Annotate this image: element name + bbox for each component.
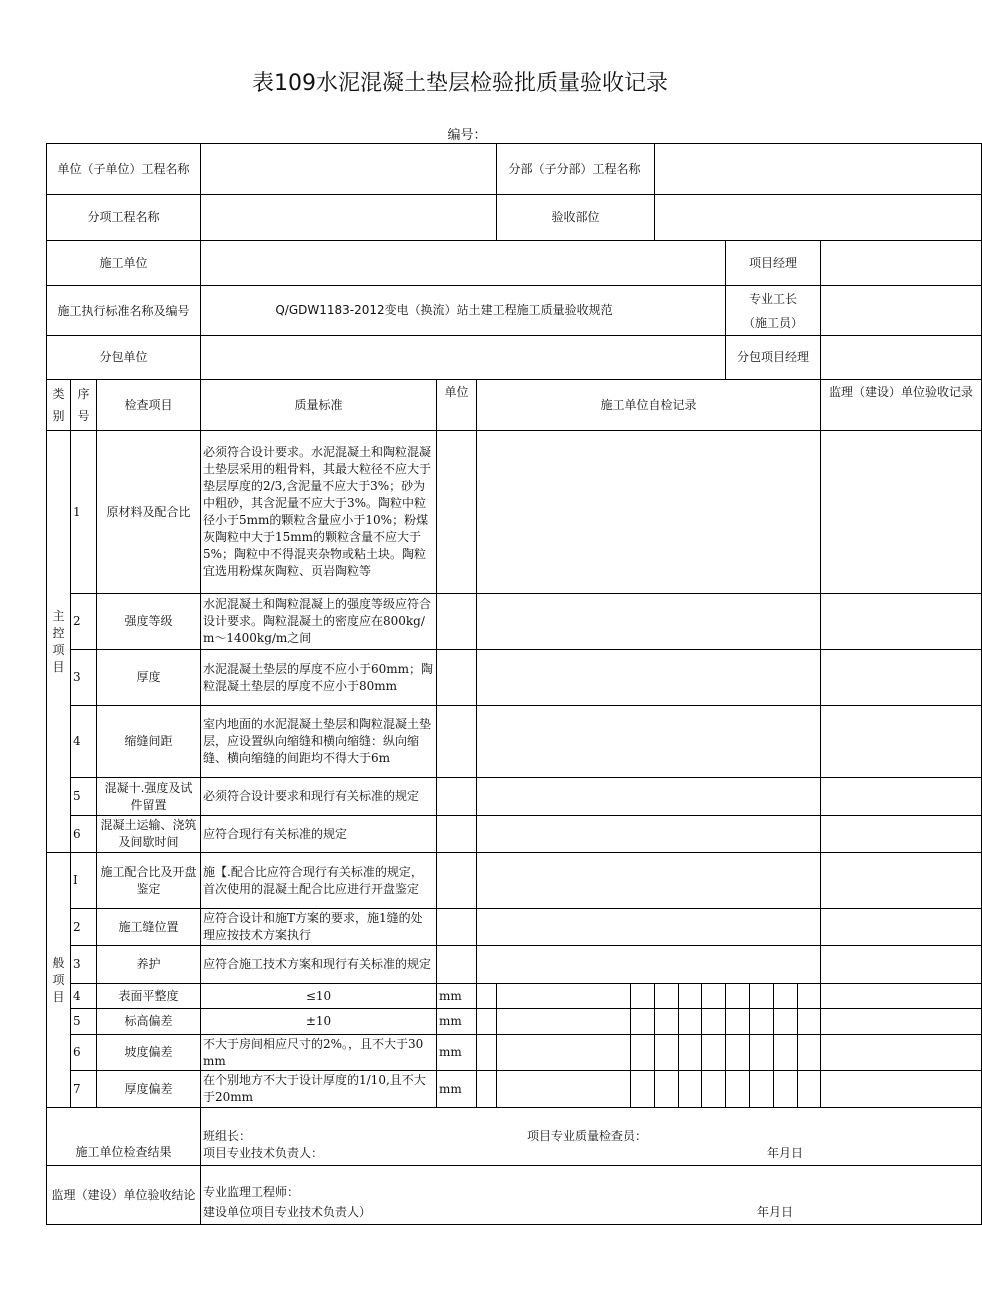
row-supervision[interactable]: [821, 816, 982, 853]
row-unit: [437, 431, 477, 594]
row-supervision[interactable]: [821, 1035, 982, 1071]
tech-lead-label: 项目专业技术负责人：: [203, 1146, 324, 1160]
row-supervision[interactable]: [821, 431, 982, 594]
quality-inspector-label: 项目专业质量检查员：: [527, 1129, 648, 1143]
measure-cell[interactable]: [702, 1071, 726, 1108]
subitem-value[interactable]: [201, 195, 497, 241]
row-self-check[interactable]: [477, 706, 821, 778]
row-seq: I: [71, 853, 97, 909]
row-unit: [437, 816, 477, 853]
row-unit: mm: [437, 1035, 477, 1071]
row-seq: 1: [71, 431, 97, 594]
measure-cell[interactable]: [726, 1009, 750, 1035]
team-leader-label: 班组长：: [203, 1129, 252, 1143]
measure-cell[interactable]: [750, 1035, 774, 1071]
row-supervision[interactable]: [821, 853, 982, 909]
row-self-check[interactable]: [477, 946, 821, 984]
row-item: 坡度偏差: [97, 1035, 201, 1071]
row-self-check[interactable]: [477, 594, 821, 650]
measure-cell[interactable]: [631, 1009, 655, 1035]
unit-project-value[interactable]: [201, 144, 497, 195]
table-row: [47, 816, 982, 853]
supervision-engineer-label: 专业监理工程师：: [203, 1185, 300, 1199]
supervision-date-label: 年月日: [757, 1205, 794, 1219]
unit-project-label: 单位（子单位）工程名称: [47, 144, 201, 195]
measure-cell[interactable]: [798, 1009, 821, 1035]
table-row: [47, 778, 982, 816]
standard-value: Q/GDW1183-2012变电（换流）站土建工程施工质量验收规范: [201, 286, 726, 336]
row-supervision[interactable]: [821, 594, 982, 650]
table-row: [47, 909, 982, 946]
row-standard: 应符合施工技术方案和现行有关标准的规定: [201, 946, 437, 984]
row-unit: mm: [437, 1071, 477, 1108]
row-self-check[interactable]: [477, 853, 821, 909]
measure-cell[interactable]: [726, 984, 750, 1009]
col-category: 类别: [47, 380, 71, 431]
col-seq: 序号: [71, 380, 97, 431]
row-item: 混凝土运输、浇筑及间歇时间: [97, 816, 201, 853]
row-item: 施工缝位置: [97, 909, 201, 946]
table-row: [47, 650, 982, 706]
row-item: 厚度偏差: [97, 1071, 201, 1108]
row-seq: 6: [71, 1035, 97, 1071]
measure-cell[interactable]: [702, 1009, 726, 1035]
row-supervision[interactable]: [821, 984, 982, 1009]
table-row: [47, 853, 982, 909]
subcontractor-value[interactable]: [201, 336, 726, 380]
main-group-label: 主控项目: [47, 431, 71, 853]
row-item: 施工配合比及开盘鉴定: [97, 853, 201, 909]
row-supervision[interactable]: [821, 909, 982, 946]
row-self-check[interactable]: [477, 909, 821, 946]
row-standard: 必须符合设计要求和现行有关标准的规定: [201, 778, 437, 816]
measure-cell[interactable]: [497, 1071, 631, 1108]
row-seq: 6: [71, 816, 97, 853]
foreman-label: 专业工长（施工员）: [726, 286, 821, 336]
col-supervision: 监理（建设）单位验收记录: [821, 380, 982, 431]
row-standard: 施【.配合比应符合现行有关标准的规定，首次使用的混凝土配合比应进行开盘鉴定: [201, 853, 437, 909]
row-unit: [437, 946, 477, 984]
document-title: 表109水泥混凝土垫层检验批质量验收记录: [252, 71, 668, 96]
row-seq: 2: [71, 594, 97, 650]
row-seq: 2: [71, 909, 97, 946]
inspection-record-table: [46, 143, 982, 1225]
row-seq: 5: [71, 1009, 97, 1035]
table-row: [47, 1071, 982, 1108]
measure-cell[interactable]: [798, 984, 821, 1009]
measure-cell[interactable]: [679, 1071, 702, 1108]
acceptance-part-value[interactable]: [655, 195, 982, 241]
owner-tech-lead-label: 建设单位项目专业技术负责人）: [203, 1205, 372, 1219]
construction-date-label: 年月日: [767, 1146, 804, 1160]
measure-cell[interactable]: [774, 1035, 798, 1071]
subitem-label: 分项工程名称: [47, 195, 201, 241]
measure-cell[interactable]: [702, 1035, 726, 1071]
foreman-value[interactable]: [821, 286, 982, 336]
measure-cell[interactable]: [497, 1035, 631, 1071]
row-unit: mm: [437, 984, 477, 1009]
row-item: 表面平整度: [97, 984, 201, 1009]
measure-cell[interactable]: [631, 984, 655, 1009]
sub-manager-label: 分包项目经理: [726, 336, 821, 380]
measure-cell[interactable]: [726, 1071, 750, 1108]
row-self-check[interactable]: [477, 778, 821, 816]
construction-check-signature: [201, 1108, 982, 1166]
col-item: 检查项目: [97, 380, 201, 431]
row-supervision[interactable]: [821, 706, 982, 778]
measure-cell[interactable]: [679, 984, 702, 1009]
row-seq: 4: [71, 984, 97, 1009]
measure-cell[interactable]: [631, 1071, 655, 1108]
supervision-conclusion-label: 监理（建设）单位验收结论: [47, 1166, 201, 1225]
row-supervision[interactable]: [821, 650, 982, 706]
measure-cell[interactable]: [679, 1009, 702, 1035]
row-unit: [437, 853, 477, 909]
row-item: 养护: [97, 946, 201, 984]
serial-number-label: 编号：: [447, 128, 487, 143]
measure-cell[interactable]: [679, 1035, 702, 1071]
row-seq: 3: [71, 650, 97, 706]
row-supervision[interactable]: [821, 1009, 982, 1035]
row-standard: ≤10: [201, 984, 437, 1009]
row-self-check[interactable]: [477, 431, 821, 594]
construction-unit-label: 施工单位: [47, 241, 201, 286]
row-unit: [437, 909, 477, 946]
row-standard: 必须符合设计要求。水泥混凝土和陶粒混凝土垫层采用的粗骨料，其最大粒径不应大于垫层厚度的2/3,含泥量不应大于3%；砂为中粗砂，其含泥量不应大于3%。陶粒中粒径小于5mm的颗粒含量应小于10%；粉煤灰陶粒中大于15mm的颗粒含量不应大于5%；陶粒中不得混夹杂物或粘土块。陶粒宜选用粉煤灰陶粒、页岩陶粒等: [201, 431, 437, 594]
measure-cell[interactable]: [750, 1071, 774, 1108]
row-standard: 不大于房间相应尺寸的2%。，且不大于30mm: [201, 1035, 437, 1071]
measure-cell[interactable]: [497, 984, 631, 1009]
row-standard: 应符合设计和施T方案的要求，施1缝的处理应按技术方案执行: [201, 909, 437, 946]
standard-label: 施工执行标准名称及编号: [47, 286, 201, 336]
row-supervision[interactable]: [821, 946, 982, 984]
row-seq: 7: [71, 1071, 97, 1108]
row-item: 强度等级: [97, 594, 201, 650]
table-row: [47, 946, 982, 984]
division-label: 分部（子分部）工程名称: [497, 144, 655, 195]
measure-cell[interactable]: [655, 1071, 679, 1108]
measure-cell[interactable]: [702, 984, 726, 1009]
measure-cell[interactable]: [750, 1009, 774, 1035]
row-standard: 室内地面的水泥混凝土垫层和陶粒混凝土垫层，应设置纵向缩缝和横向缩缝：纵向缩缝、横向缩缝的间距均不得大于6m: [201, 706, 437, 778]
row-supervision[interactable]: [821, 1071, 982, 1108]
measure-cell[interactable]: [631, 1035, 655, 1071]
row-item: 原材料及配合比: [97, 431, 201, 594]
row-self-check[interactable]: [477, 650, 821, 706]
row-self-check[interactable]: [477, 816, 821, 853]
row-item: 标高偏差: [97, 1009, 201, 1035]
supervision-conclusion-signature: [201, 1166, 982, 1225]
table-row: [47, 1035, 982, 1071]
measure-cell[interactable]: [655, 1009, 679, 1035]
row-standard: 水泥混凝土和陶粒混凝上的强度等级应符合设计要求。陶粒混凝土的密度应在800kg∕m～1400kg∕m之间: [201, 594, 437, 650]
measure-cell[interactable]: [655, 1035, 679, 1071]
subcontractor-label: 分包单位: [47, 336, 201, 380]
row-unit: mm: [437, 1009, 477, 1035]
measure-cell[interactable]: [774, 1071, 798, 1108]
table-row: [47, 594, 982, 650]
row-supervision[interactable]: [821, 778, 982, 816]
measure-cell[interactable]: [750, 984, 774, 1009]
project-manager-label: 项目经理: [726, 241, 821, 286]
table-row: [47, 431, 982, 594]
measure-cell[interactable]: [774, 1009, 798, 1035]
measure-cell[interactable]: [798, 1071, 821, 1108]
row-seq: 5: [71, 778, 97, 816]
division-value[interactable]: [655, 144, 982, 195]
row-unit: [437, 778, 477, 816]
general-group-label: 般项目: [47, 853, 71, 1108]
sub-manager-value[interactable]: [821, 336, 982, 380]
table-row: [47, 1009, 982, 1035]
acceptance-part-label: 验收部位: [497, 195, 655, 241]
row-item: 厚度: [97, 650, 201, 706]
table-row: [47, 706, 982, 778]
row-seq: 3: [71, 946, 97, 984]
row-item: 缩缝间距: [97, 706, 201, 778]
row-seq: 4: [71, 706, 97, 778]
row-standard: 在个别地方不大于设计厚度的1/10,且不大于20mm: [201, 1071, 437, 1108]
measure-cell[interactable]: [655, 984, 679, 1009]
measure-cell[interactable]: [477, 984, 497, 1009]
row-standard: ±10: [201, 1009, 437, 1035]
col-unit: 单位: [437, 380, 477, 431]
construction-check-label: 施工单位检查结果: [47, 1108, 201, 1166]
measure-cell[interactable]: [497, 1009, 631, 1035]
row-item: 混凝十.强度及试件留置: [97, 778, 201, 816]
row-unit: [437, 650, 477, 706]
project-manager-value[interactable]: [821, 241, 982, 286]
col-standard: 质量标准: [201, 380, 437, 431]
construction-unit-value[interactable]: [201, 241, 726, 286]
row-unit: [437, 706, 477, 778]
measure-cell[interactable]: [798, 1035, 821, 1071]
table-row: [47, 984, 982, 1009]
col-self-check: 施工单位自检记录: [477, 380, 821, 431]
row-unit: [437, 594, 477, 650]
measure-cell[interactable]: [477, 1071, 497, 1108]
measure-cell[interactable]: [477, 1035, 497, 1071]
measure-cell[interactable]: [726, 1035, 750, 1071]
row-standard: 应符合现行有关标准的规定: [201, 816, 437, 853]
measure-cell[interactable]: [774, 984, 798, 1009]
row-standard: 水泥混凝土垫层的厚度不应小于60mm；陶粒混凝土垫层的厚度不应小于80mm: [201, 650, 437, 706]
measure-cell[interactable]: [477, 1009, 497, 1035]
